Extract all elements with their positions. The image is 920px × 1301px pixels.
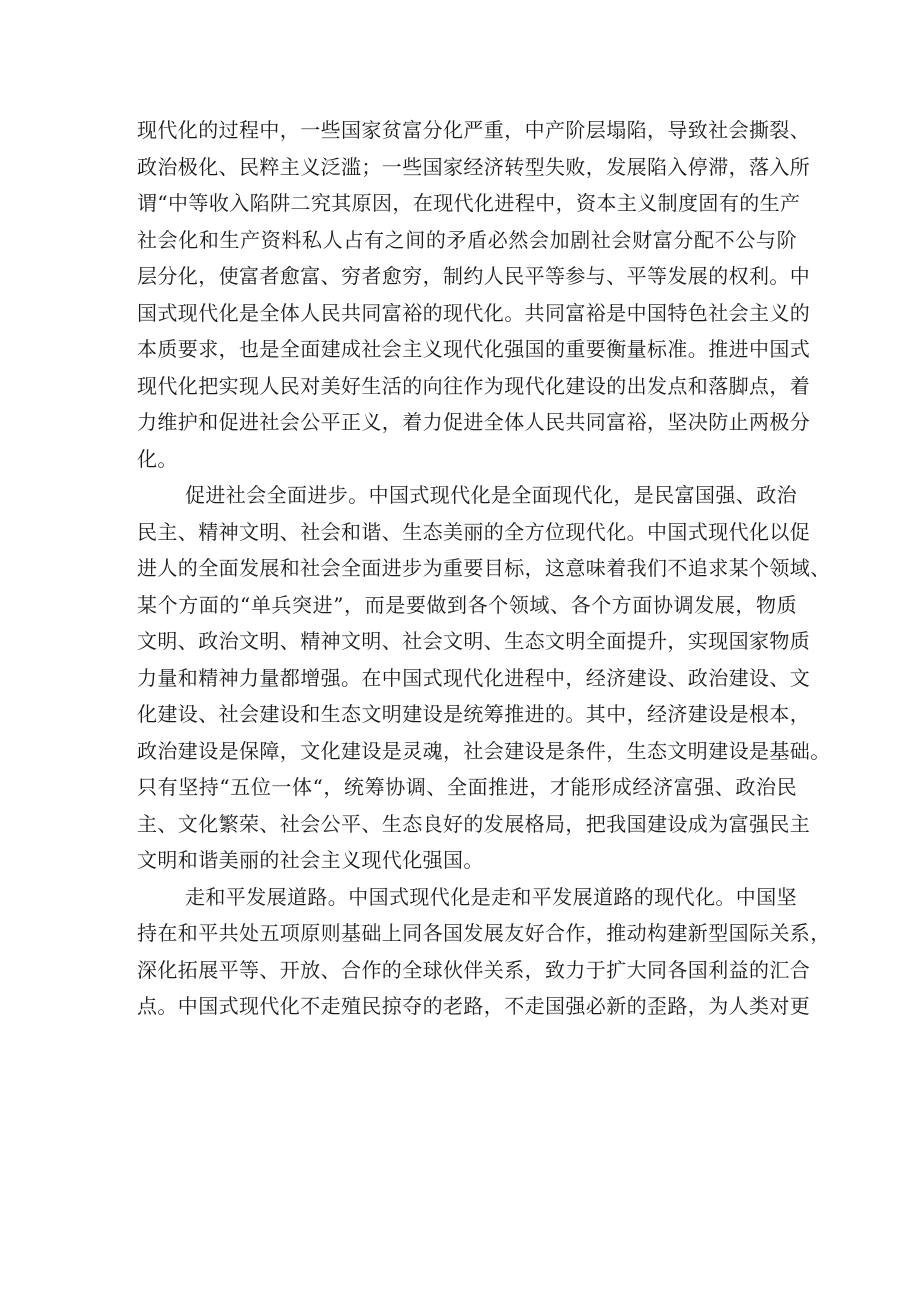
text-line: 文明、政治文明、精神文明、社会文明、生态文明全面提升，实现国家物质 xyxy=(137,629,811,653)
text-line: 层分化，使富者愈富、穷者愈穷，制约人民平等参与、平等发展的权利。中 xyxy=(137,264,811,288)
text-line: 主、文化繁荣、社会公平、生态良好的发展格局，把我国建设成为富强民主 xyxy=(137,811,811,836)
text-line: 进人的全面发展和社会全面进步为重要目标，这意味着我们不追求某个领域、 xyxy=(137,556,831,580)
text-line: 某个方面的“单兵突进”，而是要做到各个领域、各个方面协调发展，物质 xyxy=(137,592,797,617)
text-line: 深化拓展平等、开放、合作的全球伙伴关系，致力于扩大同各国利益的汇合 xyxy=(137,957,811,982)
text-line: 本质要求，也是全面建成社会主义现代化强国的重要衡量标准。推进中国式 xyxy=(137,337,811,361)
text-line: 谓“中等收入陷阱二究其原因，在现代化进程中，资本主义制度固有的生产 xyxy=(137,191,801,215)
text-line: 点。中国式现代化不走殖民掠夺的老路，不走国强必新的歪路，为人类对更 xyxy=(137,994,811,1018)
body-text xyxy=(137,112,831,1025)
text-line: 化建设、社会建设和生态文明建设是统筹推进的。其中，经济建设是根本， xyxy=(137,702,811,726)
text-line: 力量和精神力量都增强。在中国式现代化进程中，经济建设、政治建设、文 xyxy=(137,665,811,690)
text-line: 力维护和促进社会公平正义，着力促进全体人民共同富裕，坚决防止两极分 xyxy=(137,410,811,434)
paragraph-start-line: 走和平发展道路。中国式现代化是走和平发展道路的现代化。中国坚 xyxy=(185,884,797,909)
text-line: 国式现代化是全体人民共同富裕的现代化。共同富裕是中国特色社会主义的 xyxy=(137,300,811,325)
text-line: 社会化和生产资料私人占有之间的矛盾必然会加剧社会财富分配不公与阶 xyxy=(137,227,797,252)
text-line: 民主、精神文明、社会和谐、生态美丽的全方位现代化。中国式现代化以促 xyxy=(137,519,811,544)
text-line: 化。 xyxy=(137,446,178,471)
paragraph-start-line: 促进社会全面进步。中国式现代化是全面现代化，是民富国强、政治 xyxy=(185,483,797,507)
text-line: 文明和谐美丽的社会主义现代化强国。 xyxy=(137,848,484,872)
text-line: 持在和平共处五项原则基础上同各国发展友好合作，推动构建新型国际关系， xyxy=(137,921,831,945)
text-line: 只有坚持“五位一体“，统筹协调、全面推进，才能形成经济富强、政治民 xyxy=(137,775,797,799)
text-line: 现代化把实现人民对美好生活的向往作为现代化建设的出发点和落脚点，着 xyxy=(137,373,811,398)
text-line: 政治极化、民粹主义泛滥；一些国家经济转型失败，发展陷入停滞，落入所 xyxy=(137,154,811,179)
text-line: 政治建设是保障，文化建设是灵魂，社会建设是条件，生态文明建设是基础。 xyxy=(137,738,831,763)
text-line: 现代化的过程中，一些国家贫富分化严重，中产阶层塌陷，导致社会撕裂、 xyxy=(137,118,811,142)
